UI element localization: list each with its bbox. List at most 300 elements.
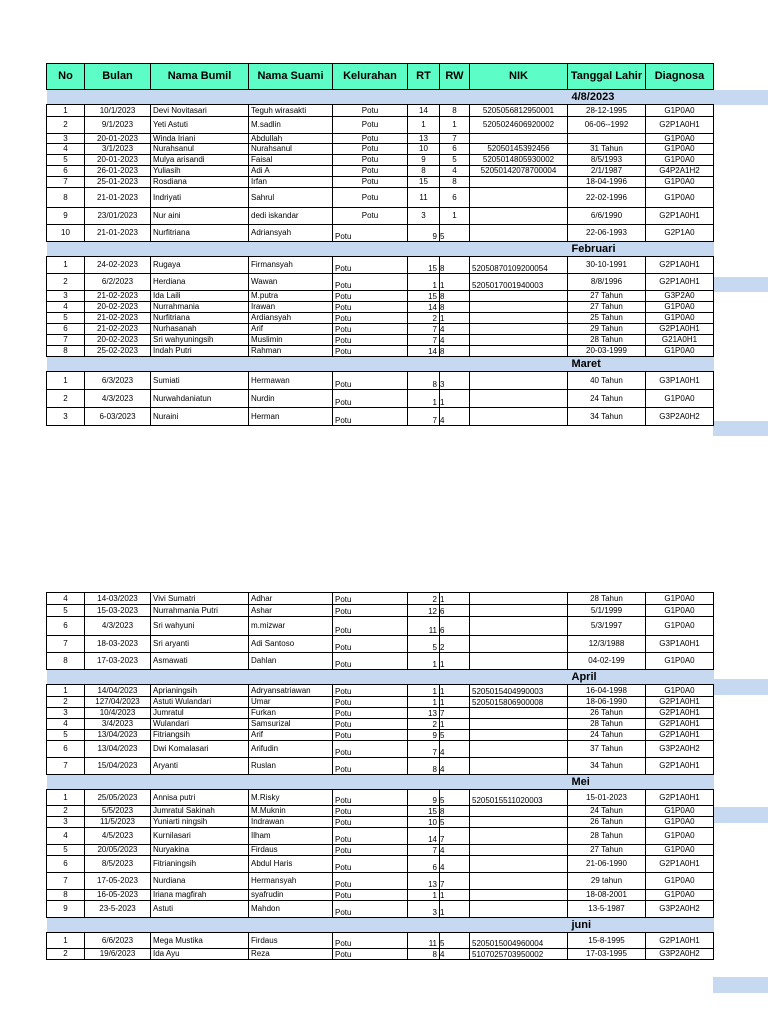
- cell-diagnosa: G2P1A0H1: [646, 697, 714, 708]
- cell-nik: [470, 708, 568, 719]
- cell-bulan: 11/5/2023: [85, 817, 151, 828]
- cell-nama-bumil: Annisa putri: [151, 790, 249, 806]
- table-row: [47, 890, 714, 901]
- cell-rt: 13: [408, 134, 440, 144]
- month-header-row: [47, 918, 714, 933]
- cell-rt: 7: [408, 335, 440, 346]
- cell-tanggal-lahir: 18-04-1996: [568, 177, 646, 188]
- cell-diagnosa: G2P1A0H1: [646, 708, 714, 719]
- cell-bulan: 13/04/2023: [85, 730, 151, 741]
- table-row: [47, 636, 714, 653]
- cell-no: 8: [47, 653, 85, 670]
- cell-nik: [470, 313, 568, 324]
- cell-diagnosa: G1P0A0: [646, 302, 714, 313]
- cell-nama-bumil: Nurrahmania: [151, 302, 249, 313]
- cell-kelurahan: Potu: [333, 408, 408, 426]
- cell-rt: 8: [408, 372, 440, 390]
- cell-nama-bumil: Fitrianingsih: [151, 856, 249, 873]
- cell-rt: 15: [408, 177, 440, 188]
- header-rt: RT: [408, 64, 440, 90]
- cell-no: 2: [47, 117, 85, 134]
- cell-no: 3: [47, 134, 85, 144]
- cell-no: 2: [47, 274, 85, 291]
- cell-nama-bumil: Sri wahyuni: [151, 617, 249, 636]
- cell-diagnosa: G2P1A0H1: [646, 790, 714, 806]
- header-diagnosa: Diagnosa: [646, 64, 714, 90]
- cell-rw: 1: [440, 593, 470, 605]
- month-header-row: [47, 670, 714, 685]
- cell-kelurahan: Potu: [333, 719, 408, 730]
- cell-nik: [470, 890, 568, 901]
- cell-nama-suami: M.sadlin: [249, 117, 333, 134]
- cell-nama-suami: Adryansatriawan: [249, 685, 333, 697]
- cell-tanggal-lahir: [568, 134, 646, 144]
- cell-no: 8: [47, 188, 85, 208]
- cell-nama-suami: Samsurizal: [249, 719, 333, 730]
- month-label: juni: [47, 918, 714, 933]
- cell-nama-suami: Adriansyah: [249, 225, 333, 242]
- cell-no: 3: [47, 408, 85, 426]
- cell-nik: [470, 730, 568, 741]
- cell-diagnosa: G1P0A0: [646, 346, 714, 357]
- cell-kelurahan: Potu: [333, 708, 408, 719]
- table-row: [47, 291, 714, 302]
- cell-diagnosa: G2P1A0H1: [646, 719, 714, 730]
- cell-rt: 14: [408, 105, 440, 117]
- cell-kelurahan: Potu: [333, 730, 408, 741]
- cell-rt: 15: [408, 257, 440, 274]
- cell-kelurahan: Potu: [333, 617, 408, 636]
- table-row: [47, 949, 714, 960]
- table-row: [47, 274, 714, 291]
- cell-nama-suami: Herman: [249, 408, 333, 426]
- cell-rw: 5: [440, 225, 470, 242]
- cell-no: 7: [47, 335, 85, 346]
- cell-no: 8: [47, 346, 85, 357]
- cell-rw: 1: [440, 208, 470, 225]
- cell-tanggal-lahir: 25 Tahun: [568, 313, 646, 324]
- cell-tanggal-lahir: 40 Tahun: [568, 372, 646, 390]
- cell-bulan: 21-01-2023: [85, 225, 151, 242]
- cell-no: 6: [47, 856, 85, 873]
- cell-rw: 1: [440, 274, 470, 291]
- cell-diagnosa: G3P1A0H1: [646, 372, 714, 390]
- cell-nama-bumil: Nurahsanul: [151, 144, 249, 155]
- table-row: [47, 605, 714, 617]
- cell-rw: 4: [440, 758, 470, 775]
- cell-nama-bumil: Wulandari: [151, 719, 249, 730]
- cell-tanggal-lahir: 24 Tahun: [568, 730, 646, 741]
- cell-nama-bumil: Herdiana: [151, 274, 249, 291]
- cell-nama-suami: Furkan: [249, 708, 333, 719]
- cell-kelurahan: Potu: [333, 806, 408, 817]
- table-row: [47, 225, 714, 242]
- pregnancy-register-table-page1: [46, 63, 714, 426]
- cell-bulan: 25/05/2023: [85, 790, 151, 806]
- cell-diagnosa: G2P1A0: [646, 225, 714, 242]
- cell-nik: 5205024606920002: [470, 117, 568, 134]
- cell-bulan: 17-05-2023: [85, 873, 151, 890]
- cell-tanggal-lahir: 27 Tahun: [568, 845, 646, 856]
- cell-rw: 4: [440, 856, 470, 873]
- cell-diagnosa: G2P1A0H1: [646, 758, 714, 775]
- cell-rt: 1: [408, 685, 440, 697]
- cell-kelurahan: Potu: [333, 257, 408, 274]
- cell-no: 6: [47, 741, 85, 758]
- cell-no: 5: [47, 155, 85, 166]
- cell-rt: 14: [408, 828, 440, 845]
- cell-kelurahan: Potu: [333, 208, 408, 225]
- table-row: [47, 593, 714, 605]
- cell-nama-bumil: Nurrahmania Putri: [151, 605, 249, 617]
- table-row: [47, 324, 714, 335]
- cell-rw: 2: [440, 636, 470, 653]
- cell-nama-bumil: Jumratul: [151, 708, 249, 719]
- cell-rt: 13: [408, 873, 440, 890]
- table-row: [47, 177, 714, 188]
- cell-nama-bumil: Nurhasanah: [151, 324, 249, 335]
- cell-no: 1: [47, 933, 85, 949]
- cell-nik: 5205015004960004: [470, 933, 568, 949]
- cell-nik: [470, 636, 568, 653]
- table-row: [47, 346, 714, 357]
- cell-nama-bumil: Astuti: [151, 901, 249, 918]
- cell-nama-bumil: Nurwahdaniatun: [151, 390, 249, 408]
- cell-tanggal-lahir: 37 Tahun: [568, 741, 646, 758]
- month-band-extension: [713, 807, 768, 823]
- cell-bulan: 10/1/2023: [85, 105, 151, 117]
- cell-rt: 2: [408, 593, 440, 605]
- cell-diagnosa: G1P0A0: [646, 605, 714, 617]
- cell-bulan: 20-01-2023: [85, 155, 151, 166]
- cell-kelurahan: Potu: [333, 188, 408, 208]
- table-row: [47, 708, 714, 719]
- cell-kelurahan: Potu: [333, 177, 408, 188]
- cell-no: 5: [47, 845, 85, 856]
- cell-rt: 11: [408, 188, 440, 208]
- cell-bulan: 26-01-2023: [85, 166, 151, 177]
- cell-rt: 14: [408, 302, 440, 313]
- table-row: [47, 105, 714, 117]
- cell-tanggal-lahir: 06-06--1992: [568, 117, 646, 134]
- cell-rw: 8: [440, 257, 470, 274]
- cell-rw: 5: [440, 817, 470, 828]
- cell-rt: 12: [408, 605, 440, 617]
- cell-nama-bumil: Sri aryanti: [151, 636, 249, 653]
- cell-nama-suami: Faisal: [249, 155, 333, 166]
- cell-nik: [470, 719, 568, 730]
- cell-no: 3: [47, 708, 85, 719]
- cell-bulan: 18-03-2023: [85, 636, 151, 653]
- table-row: [47, 166, 714, 177]
- cell-tanggal-lahir: 18-06-1990: [568, 697, 646, 708]
- cell-rw: 8: [440, 105, 470, 117]
- cell-nama-bumil: Nur aini: [151, 208, 249, 225]
- cell-nik: [470, 758, 568, 775]
- cell-nama-suami: Ardiansyah: [249, 313, 333, 324]
- cell-kelurahan: Potu: [333, 933, 408, 949]
- cell-nik: 5205015511020003: [470, 790, 568, 806]
- cell-diagnosa: G1P0A0: [646, 806, 714, 817]
- cell-kelurahan: Potu: [333, 313, 408, 324]
- cell-rt: 1: [408, 697, 440, 708]
- cell-bulan: 9/1/2023: [85, 117, 151, 134]
- cell-nama-suami: Dahlan: [249, 653, 333, 670]
- cell-diagnosa: G2P1A0H1: [646, 274, 714, 291]
- header-nama-bumil: Nama Bumil: [151, 64, 249, 90]
- cell-rt: 10: [408, 817, 440, 828]
- cell-nama-suami: syafrudin: [249, 890, 333, 901]
- cell-rw: 7: [440, 708, 470, 719]
- cell-kelurahan: Potu: [333, 828, 408, 845]
- cell-diagnosa: G1P0A0: [646, 134, 714, 144]
- cell-diagnosa: G2P1A0H1: [646, 257, 714, 274]
- cell-diagnosa: G1P0A0: [646, 617, 714, 636]
- cell-nik: [470, 845, 568, 856]
- cell-rw: 7: [440, 134, 470, 144]
- cell-nik: [470, 653, 568, 670]
- cell-nik: 5205014805930002: [470, 155, 568, 166]
- cell-no: 7: [47, 758, 85, 775]
- cell-nik: [470, 225, 568, 242]
- cell-tanggal-lahir: 04-02-199: [568, 653, 646, 670]
- cell-nik: [470, 372, 568, 390]
- cell-nik: [470, 302, 568, 313]
- cell-tanggal-lahir: 13-5-1987: [568, 901, 646, 918]
- cell-rw: 8: [440, 302, 470, 313]
- cell-rt: 9: [408, 155, 440, 166]
- cell-nama-bumil: Nurdiana: [151, 873, 249, 890]
- cell-bulan: 6/3/2023: [85, 372, 151, 390]
- cell-tanggal-lahir: 21-06-1990: [568, 856, 646, 873]
- cell-tanggal-lahir: 28 Tahun: [568, 593, 646, 605]
- cell-diagnosa: G1P0A0: [646, 873, 714, 890]
- cell-no: 4: [47, 593, 85, 605]
- cell-bulan: 3/1/2023: [85, 144, 151, 155]
- cell-rw: 8: [440, 806, 470, 817]
- cell-no: 6: [47, 324, 85, 335]
- cell-nik: [470, 134, 568, 144]
- cell-bulan: 16-05-2023: [85, 890, 151, 901]
- cell-kelurahan: Potu: [333, 790, 408, 806]
- cell-nama-bumil: Mega Mustika: [151, 933, 249, 949]
- cell-nik: [470, 901, 568, 918]
- cell-bulan: 10/4/2023: [85, 708, 151, 719]
- cell-rw: 6: [440, 617, 470, 636]
- month-header-row: [47, 775, 714, 790]
- cell-nama-suami: Mahdon: [249, 901, 333, 918]
- cell-bulan: 21-02-2023: [85, 324, 151, 335]
- cell-diagnosa: G2P1A0H1: [646, 933, 714, 949]
- cell-nama-suami: Wawan: [249, 274, 333, 291]
- cell-nama-suami: dedi iskandar: [249, 208, 333, 225]
- cell-bulan: 19/6/2023: [85, 949, 151, 960]
- cell-kelurahan: Potu: [333, 324, 408, 335]
- cell-nama-bumil: Ida Laili: [151, 291, 249, 302]
- cell-rt: 3: [408, 208, 440, 225]
- cell-nama-bumil: Astuti Wulandari: [151, 697, 249, 708]
- cell-no: 1: [47, 372, 85, 390]
- cell-rt: 1: [408, 890, 440, 901]
- table-row: [47, 741, 714, 758]
- cell-no: 1: [47, 105, 85, 117]
- cell-diagnosa: G1P0A0: [646, 828, 714, 845]
- cell-diagnosa: G1P0A0: [646, 593, 714, 605]
- cell-no: 4: [47, 144, 85, 155]
- cell-rw: 1: [440, 719, 470, 730]
- cell-kelurahan: Potu: [333, 225, 408, 242]
- cell-nik: [470, 408, 568, 426]
- cell-kelurahan: Potu: [333, 685, 408, 697]
- cell-nama-bumil: Devi Novitasari: [151, 105, 249, 117]
- cell-tanggal-lahir: 15-8-1995: [568, 933, 646, 949]
- cell-kelurahan: Potu: [333, 890, 408, 901]
- cell-bulan: 20-02-2023: [85, 302, 151, 313]
- cell-nik: [470, 208, 568, 225]
- cell-rw: 7: [440, 873, 470, 890]
- table-row: [47, 933, 714, 949]
- cell-bulan: 14-03/2023: [85, 593, 151, 605]
- cell-rw: 4: [440, 845, 470, 856]
- cell-nama-bumil: Yeti Astuti: [151, 117, 249, 134]
- cell-nik: [470, 741, 568, 758]
- month-band-extension: [713, 277, 768, 292]
- cell-diagnosa: G1P0A0: [646, 144, 714, 155]
- cell-nama-bumil: Mulya arisandi: [151, 155, 249, 166]
- cell-tanggal-lahir: 8/8/1996: [568, 274, 646, 291]
- cell-kelurahan: Potu: [333, 873, 408, 890]
- cell-nik: [470, 188, 568, 208]
- cell-rt: 9: [408, 225, 440, 242]
- header-nama-suami: Nama Suami: [249, 64, 333, 90]
- cell-kelurahan: Potu: [333, 302, 408, 313]
- cell-tanggal-lahir: 34 Tahun: [568, 758, 646, 775]
- cell-tanggal-lahir: 26 Tahun: [568, 817, 646, 828]
- cell-kelurahan: Potu: [333, 291, 408, 302]
- table-row: [47, 617, 714, 636]
- cell-nama-bumil: Dwi Komalasari: [151, 741, 249, 758]
- cell-no: 5: [47, 605, 85, 617]
- cell-diagnosa: G1P0A0: [646, 313, 714, 324]
- cell-nik: [470, 605, 568, 617]
- cell-diagnosa: G3P2A0: [646, 291, 714, 302]
- cell-nama-suami: Ruslan: [249, 758, 333, 775]
- cell-rt: 11: [408, 933, 440, 949]
- table-row: [47, 817, 714, 828]
- cell-nik: 5205015404990003: [470, 685, 568, 697]
- cell-bulan: 6/2/2023: [85, 274, 151, 291]
- cell-bulan: 20-01-2023: [85, 134, 151, 144]
- cell-rt: 3: [408, 901, 440, 918]
- cell-nama-suami: Arifudin: [249, 741, 333, 758]
- cell-rt: 11: [408, 617, 440, 636]
- cell-nik: [470, 873, 568, 890]
- cell-nama-bumil: Jumratul Sakinah: [151, 806, 249, 817]
- header-rw: RW: [440, 64, 470, 90]
- cell-nama-suami: M.Risky: [249, 790, 333, 806]
- cell-rw: 7: [440, 828, 470, 845]
- cell-nama-suami: Arif: [249, 324, 333, 335]
- table-row: [47, 390, 714, 408]
- cell-kelurahan: Potu: [333, 166, 408, 177]
- cell-tanggal-lahir: 30-10-1991: [568, 257, 646, 274]
- table-row: [47, 313, 714, 324]
- month-label: Mei: [47, 775, 714, 790]
- cell-bulan: 25-01-2023: [85, 177, 151, 188]
- cell-diagnosa: G1P0A0: [646, 188, 714, 208]
- cell-nik: 52050145392456: [470, 144, 568, 155]
- cell-nama-bumil: Fitriangsih: [151, 730, 249, 741]
- cell-nik: [470, 806, 568, 817]
- cell-bulan: 23-5-2023: [85, 901, 151, 918]
- cell-nama-suami: Ilham: [249, 828, 333, 845]
- cell-rt: 8: [408, 758, 440, 775]
- cell-kelurahan: Potu: [333, 144, 408, 155]
- header-bulan: Bulan: [85, 64, 151, 90]
- cell-rw: 1: [440, 890, 470, 901]
- cell-diagnosa: G2P1A0H1: [646, 856, 714, 873]
- cell-no: 5: [47, 313, 85, 324]
- cell-no: 6: [47, 166, 85, 177]
- cell-no: 7: [47, 873, 85, 890]
- cell-tanggal-lahir: 2/1/1987: [568, 166, 646, 177]
- cell-rw: 5: [440, 155, 470, 166]
- cell-rt: 14: [408, 346, 440, 357]
- table-row: [47, 685, 714, 697]
- cell-tanggal-lahir: 28 Tahun: [568, 719, 646, 730]
- cell-tanggal-lahir: 6/6/1990: [568, 208, 646, 225]
- cell-nik: [470, 390, 568, 408]
- table-row: [47, 719, 714, 730]
- cell-rw: 1: [440, 685, 470, 697]
- cell-nama-suami: Reza: [249, 949, 333, 960]
- month-band-extension: [713, 421, 768, 436]
- cell-kelurahan: Potu: [333, 845, 408, 856]
- cell-rt: 1: [408, 653, 440, 670]
- cell-kelurahan: Potu: [333, 346, 408, 357]
- cell-bulan: 20/05/2023: [85, 845, 151, 856]
- cell-diagnosa: G21A0H1: [646, 335, 714, 346]
- cell-nama-suami: Teguh wirasakti: [249, 105, 333, 117]
- cell-nik: [470, 177, 568, 188]
- cell-rw: 8: [440, 291, 470, 302]
- cell-nik: 52050870109200054: [470, 257, 568, 274]
- cell-no: 2: [47, 390, 85, 408]
- cell-no: 7: [47, 177, 85, 188]
- table-row: [47, 117, 714, 134]
- cell-diagnosa: G2P1A0H1: [646, 324, 714, 335]
- cell-nama-suami: Indrawan: [249, 817, 333, 828]
- cell-diagnosa: G1P0A0: [646, 685, 714, 697]
- cell-diagnosa: G3P2A0H2: [646, 741, 714, 758]
- table-row: [47, 408, 714, 426]
- cell-rw: 6: [440, 605, 470, 617]
- cell-nik: [470, 335, 568, 346]
- cell-bulan: 15-03-2023: [85, 605, 151, 617]
- cell-tanggal-lahir: 16-04-1998: [568, 685, 646, 697]
- cell-rw: 3: [440, 372, 470, 390]
- table-row: [47, 730, 714, 741]
- cell-rt: 5: [408, 636, 440, 653]
- cell-no: 9: [47, 901, 85, 918]
- cell-kelurahan: Potu: [333, 949, 408, 960]
- cell-rt: 7: [408, 741, 440, 758]
- cell-diagnosa: G1P0A0: [646, 177, 714, 188]
- cell-nama-bumil: Indah Putri: [151, 346, 249, 357]
- cell-tanggal-lahir: 34 Tahun: [568, 408, 646, 426]
- cell-nama-suami: Ashar: [249, 605, 333, 617]
- table-row: [47, 257, 714, 274]
